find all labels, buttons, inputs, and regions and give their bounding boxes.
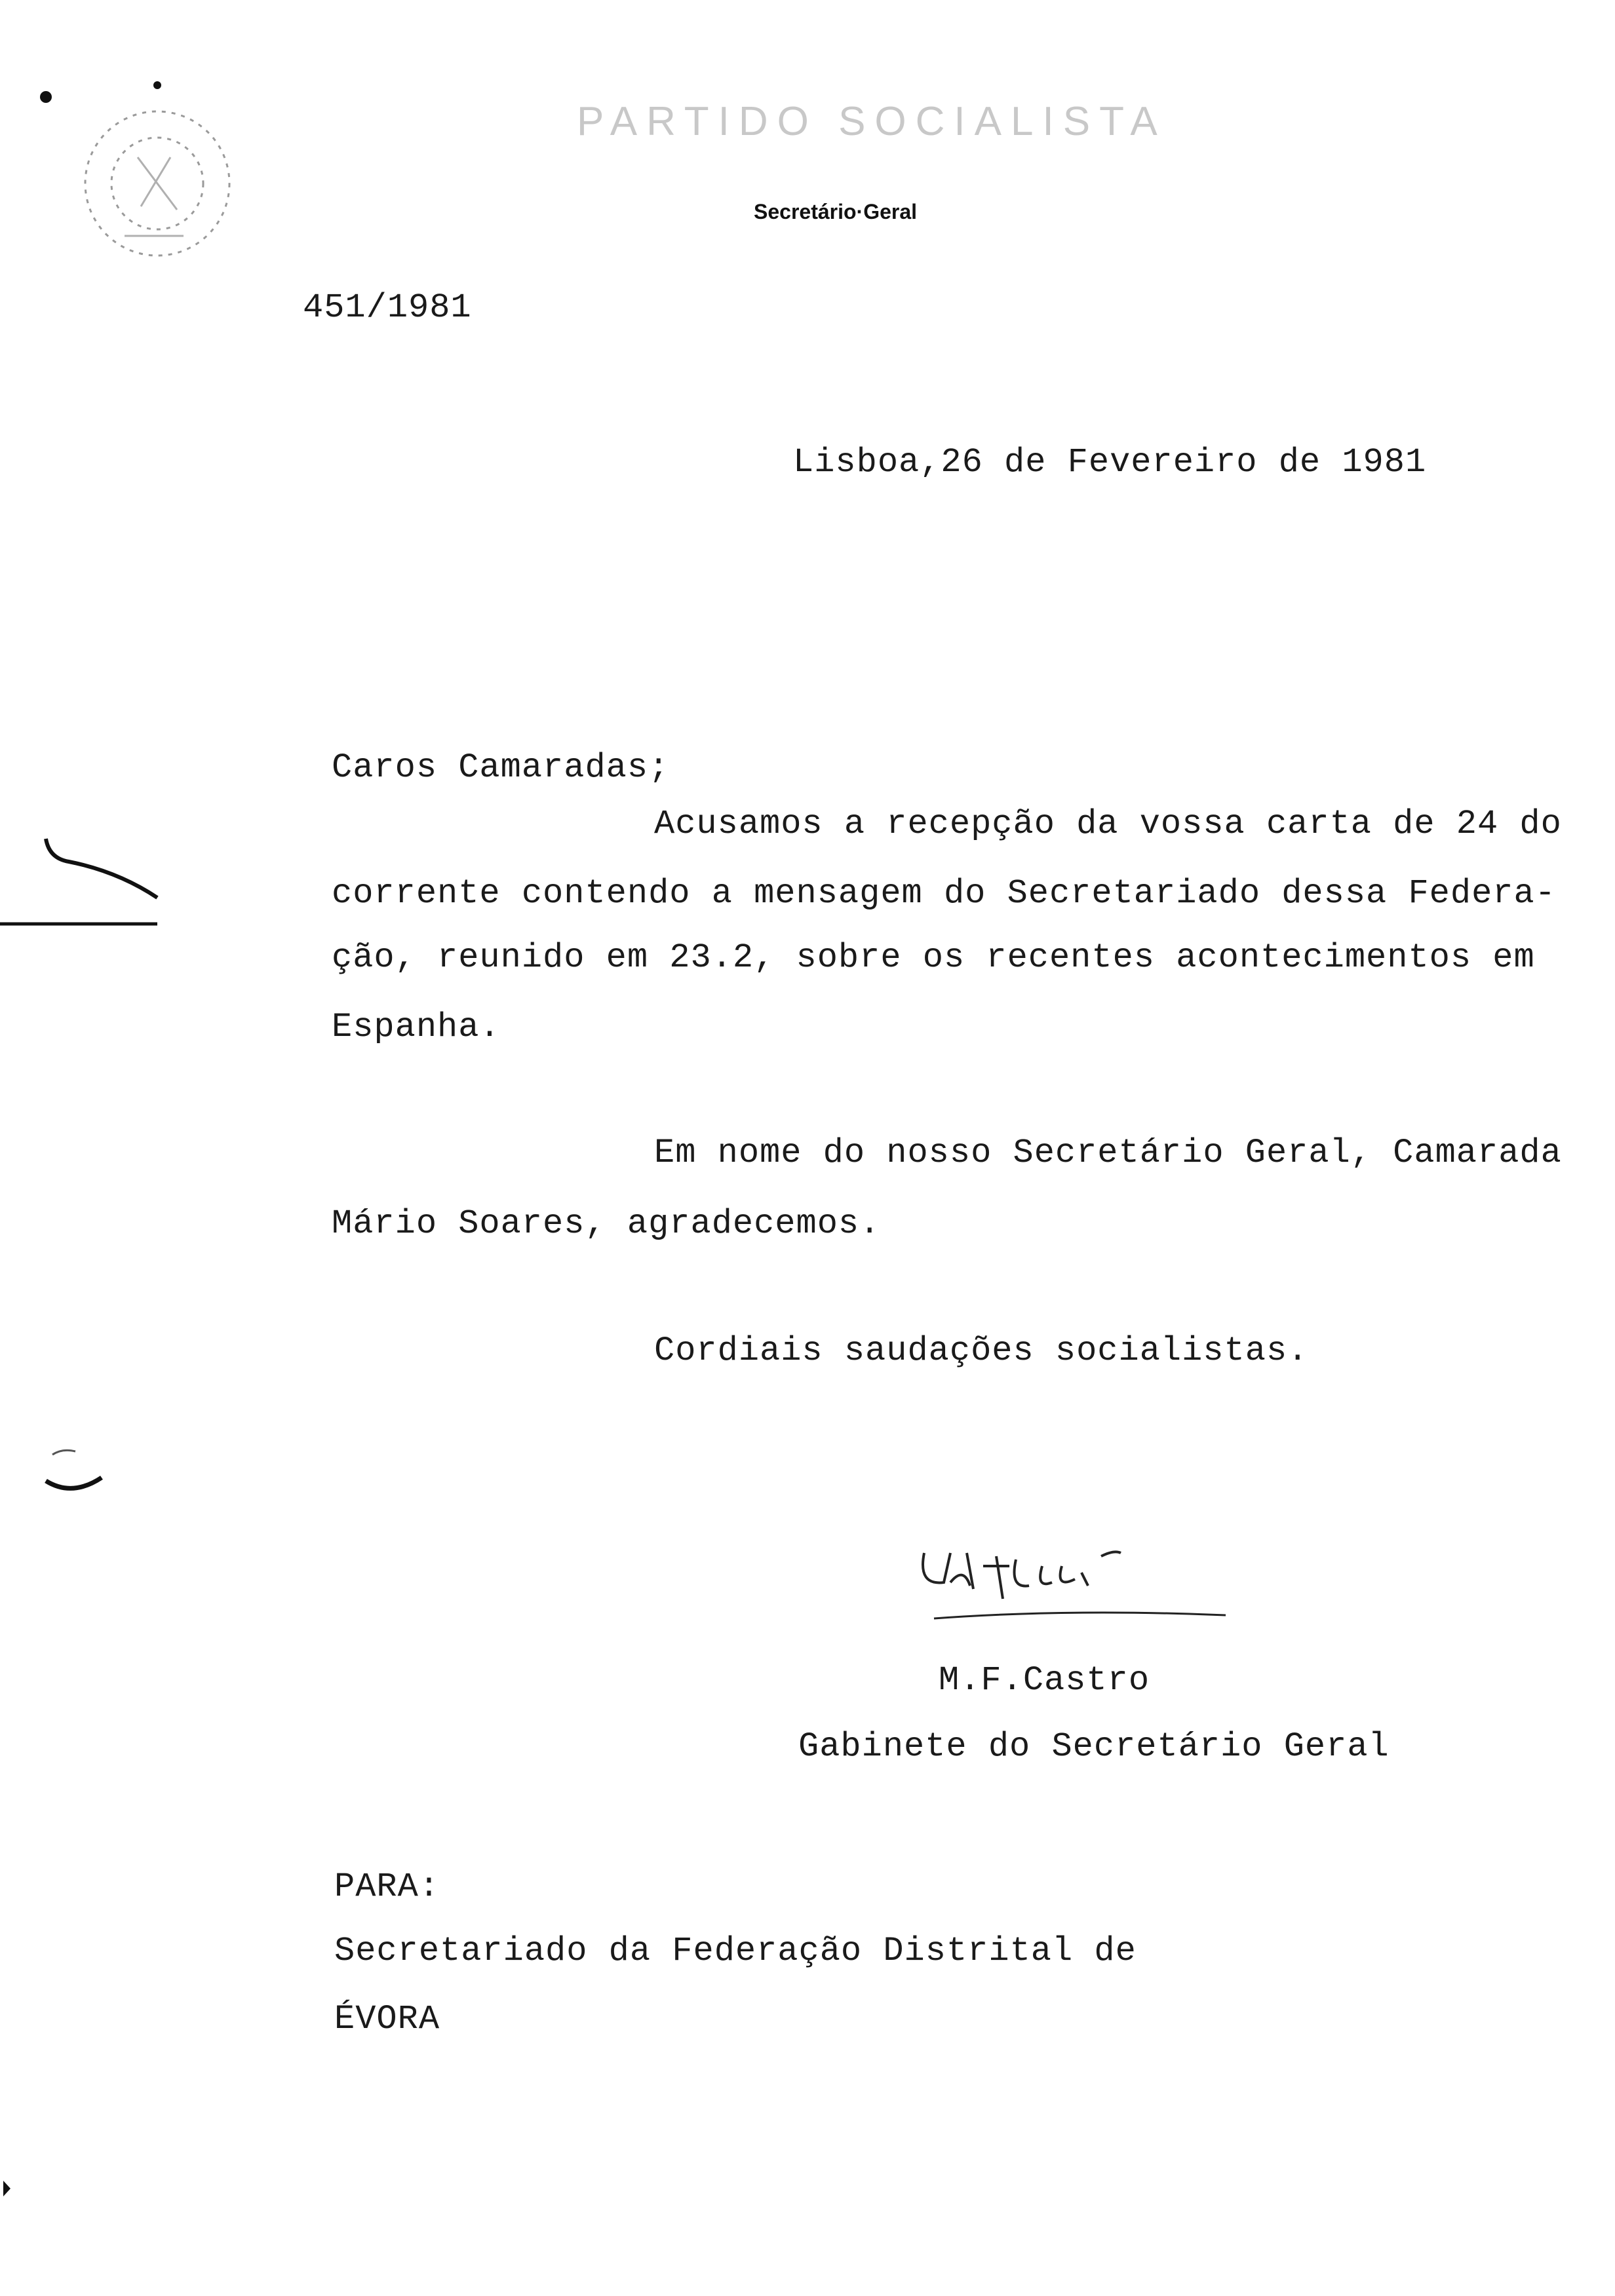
margin-mark-icon xyxy=(39,1442,111,1501)
circular-stamp-icon xyxy=(26,72,249,275)
handwritten-signature-icon xyxy=(905,1527,1245,1645)
body-line: Acusamos a recepção da vossa carta de 24 do xyxy=(654,805,1562,843)
reference-number: 451/1981 xyxy=(303,288,472,327)
margin-mark-icon xyxy=(0,832,170,937)
letter-date: Lisboa,26 de Fevereiro de 1981 xyxy=(793,443,1427,482)
recipient-city: ÉVORA xyxy=(334,2000,440,2038)
body-line: Em nome do nosso Secretário Geral, Camarada xyxy=(654,1134,1562,1172)
letterhead-office: Secretário·Geral xyxy=(754,200,918,223)
salutation: Caros Camaradas; xyxy=(332,748,670,787)
recipient-label: PARA: xyxy=(334,1867,440,1906)
signatory-title: Gabinete do Secretário Geral xyxy=(798,1727,1390,1766)
margin-dot-icon xyxy=(0,2175,20,2202)
body-line: Espanha. xyxy=(332,1008,501,1046)
body-line: corrente contendo a mensagem do Secretariado dessa Federa- xyxy=(332,874,1556,913)
body-line: ção, reunido em 23.2, sobre os recentes acontecimentos em xyxy=(332,938,1535,977)
closing: Cordiais saudações socialistas. xyxy=(654,1331,1309,1370)
letterhead-party-name: PARTIDO SOCIALISTA xyxy=(577,99,1167,144)
signatory-name: M.F.Castro xyxy=(939,1661,1150,1700)
recipient-line: Secretariado da Federação Distrital de xyxy=(334,1932,1137,1970)
body-line: Mário Soares, agradecemos. xyxy=(332,1204,881,1243)
